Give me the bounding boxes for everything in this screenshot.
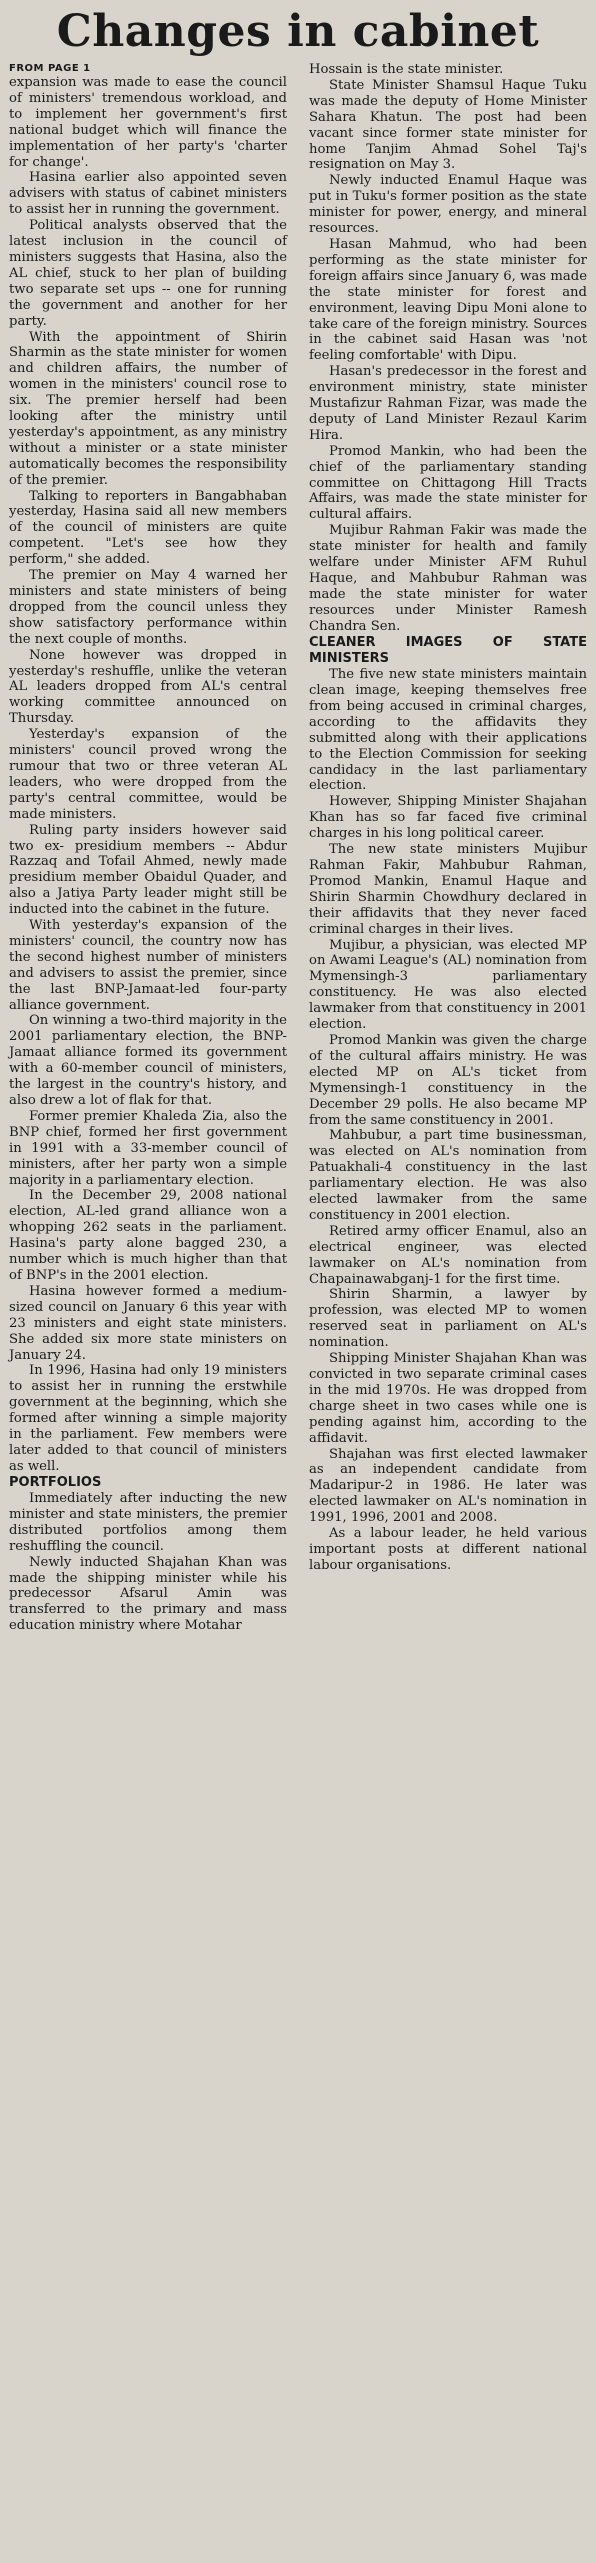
paragraph: The new state ministers Mujibur Rahman Fakir, Mahbubur Rahman, Promod Mankin, Enamul Haque and Shirin Sharmin Chowdhury declared in their affidavits that they never faced criminal charges in their lives. bbox=[309, 842, 587, 937]
paragraph: With the appointment of Shirin Sharmin as the state minister for women and children affairs, the number of women in the ministers' council rose to six. The premier herself had been looking after the ministry until yesterday's appointment, as any ministry without a minister or a state minister automatically becomes the responsibility of the premier. bbox=[9, 329, 287, 488]
paragraph: With yesterday's expansion of the ministers' council, the country now has the second highest number of ministers and advisers to assist the premier, since the last BNP-Jamaat-led four-party alliance government. bbox=[9, 918, 287, 1013]
paragraph: Political analysts observed that the latest inclusion in the council of ministers suggests that Hasina, also the AL chief, stuck to her plan of building two separate set ups -- one for running the government and another for her party. bbox=[9, 218, 287, 329]
section-subhead: PORTFOLIOS bbox=[9, 1474, 102, 1490]
paragraph: Shajahan was first elected lawmaker as an independent candidate from Madaripur-2 in 1986. He later was elected lawmaker on AL's nomination in 1991, 1996, 2001 and 2008. bbox=[309, 1446, 587, 1526]
paragraph: Immediately after inducting the new minister and state ministers, the premier distributed portfolios among them reshuffling the council. bbox=[9, 1491, 287, 1554]
paragraph: Mujibur, a physician, was elected MP on Awami League's (AL) nomination from Mymensingh-3 parliamentary constituency. He was also elected lawmaker from that constituency in 2001 election. bbox=[309, 937, 587, 1033]
paragraph: Mujibur Rahman Fakir was made the state minister for health and family welfare under Minister AFM Ruhul Haque, and Mahbubur Rahman was made the state minister for water resources under Minister Ramesh Chandra Sen. bbox=[309, 523, 587, 634]
paragraph: Retired army officer Enamul, also an electrical engineer, was elected lawmaker on AL's nomination from Chapainawabganj-1 for the first time. bbox=[309, 1223, 587, 1287]
paragraph: Ruling party insiders however said two ex- presidium members -- Abdur Razzaq and Tofail Ahmed, newly made presidium member Obaidul Quader, and also a Jatiya Party leader might still be inducted into the cabinet in the future. bbox=[9, 822, 287, 918]
paragraph: As a labour leader, he held various important posts at different national labour organisations. bbox=[309, 1526, 587, 1573]
paragraph: expansion was made to ease the council of ministers' tremendous workload, and to implement her government's first national budget which will finance the implementation of her party's 'charter for change'. bbox=[9, 75, 287, 170]
paragraph: None however was dropped in yesterday's reshuffle, unlike the veteran AL leaders dropped from AL's central working committee announced on Thursday. bbox=[9, 647, 287, 727]
headline: Changes in cabinet bbox=[56, 6, 540, 57]
paragraph: Newly inducted Enamul Haque was put in Tuku's former position as the state minister for power, energy, and mineral resources. bbox=[309, 173, 587, 237]
paragraph: Hasan Mahmud, who had been performing as the state minister for foreign affairs since January 6, was made the state minister for forest and environment, leaving Dipu Moni alone to take care of the foreign ministry. Sources in the cabinet said Hasan was 'not feeling comfortable' with Dipu. bbox=[309, 236, 587, 364]
paragraph: Hossain is the state minister. bbox=[309, 62, 504, 77]
right-column bbox=[309, 62, 587, 1634]
paragraph: Yesterday's expansion of the ministers' council proved wrong the rumour that two or three veteran AL leaders, who were dropped from the party's central committee, would be made ministers. bbox=[9, 727, 287, 822]
paragraph: Hasina earlier also appointed seven advisers with status of cabinet ministers to assist her in running the government. bbox=[9, 170, 287, 218]
paragraph: Shirin Sharmin, a lawyer by profession, was elected MP to women reserved seat in parliament on AL's nomination. bbox=[309, 1287, 587, 1351]
paragraph: Hasina however formed a medium-sized council on January 6 this year with 23 ministers and eight state ministers. She added six more state ministers on January 24. bbox=[9, 1283, 287, 1363]
paragraph: Newly inducted Shajahan Khan was made the shipping minister while his predecessor Afsarul Amin was transferred to the primary and mass education ministry where Motahar bbox=[9, 1554, 287, 1634]
paragraph: Promod Mankin, who had been the chief of the parliamentary standing committee on Chittagong Hill Tracts Affairs, was made the state minister for cultural affairs. bbox=[309, 443, 587, 523]
article-columns bbox=[9, 62, 587, 1634]
paragraph: Promod Mankin was given the charge of the cultural affairs ministry. He was elected MP on AL's ticket from Mymensingh-1 constituency in the December 29 polls. He also became MP from the same constituency in 2001. bbox=[309, 1032, 587, 1128]
paragraph: Former premier Khaleda Zia, also the BNP chief, formed her first government in 1991 with a 33-member council of ministers, after her party won a simple majority in a parliamentary election. bbox=[9, 1108, 287, 1188]
paragraph: Shipping Minister Shajahan Khan was convicted in two separate criminal cases in the mid 1970s. He was dropped from charge sheet in two cases while one is pending against him, according to the affidavit. bbox=[309, 1351, 587, 1446]
paragraph: However, Shipping Minister Shajahan Khan has so far faced five criminal charges in his long political career. bbox=[309, 794, 587, 842]
paragraph: The five new state ministers maintain clean image, keeping themselves free from being accused in criminal charges, according to the affidavits they submitted along with their applications to the Election Commission for seeking candidacy in the last parliamentary election. bbox=[309, 667, 587, 794]
section-subhead: CLEANER IMAGES OF STATE MINISTERS bbox=[309, 634, 587, 666]
paragraph: Mahbubur, a part time businessman, was elected on AL's nomination from Patuakhali-4 constituency in the last parliamentary election. He was also elected lawmaker from the same constituency in 2001 election. bbox=[309, 1128, 587, 1223]
paragraph: State Minister Shamsul Haque Tuku was made the deputy of Home Minister Sahara Khatun. The post had been vacant since former state minister for home Tanjim Ahmad Sohel Taj's resignation on May 3. bbox=[309, 77, 587, 173]
paragraph: The premier on May 4 warned her ministers and state ministers of being dropped from the council unless they show satisfactory performance within the next couple of months. bbox=[9, 568, 287, 647]
paragraph: In 1996, Hasina had only 19 ministers to assist her in running the erstwhile government at the beginning, which she formed after winning a simple majority in the parliament. Few members were later added to that council of ministers as well. bbox=[9, 1363, 287, 1474]
kicker: FROM PAGE 1 bbox=[9, 63, 91, 74]
left-column bbox=[9, 62, 287, 1634]
paragraph: Hasan's predecessor in the forest and environment ministry, state minister Mustafizur Rahman Fizar, was made the deputy of Land Minister Rezaul Karim Hira. bbox=[309, 364, 587, 443]
paragraph: On winning a two-third majority in the 2001 parliamentary election, the BNP-Jamaat alliance formed its government with a 60-member council of ministers, the largest in the country's history, and also drew a lot of flak for that. bbox=[9, 1013, 287, 1108]
paragraph: Talking to reporters in Bangabhaban yesterday, Hasina said all new members of the council of ministers are quite competent. "Let's see how they perform," she added. bbox=[9, 488, 287, 568]
paragraph: In the December 29, 2008 national election, AL-led grand alliance won a whopping 262 seats in the parliament. Hasina's party alone bagged 230, a number which is much higher than that of BNP's in the 2001 election. bbox=[9, 1188, 287, 1283]
